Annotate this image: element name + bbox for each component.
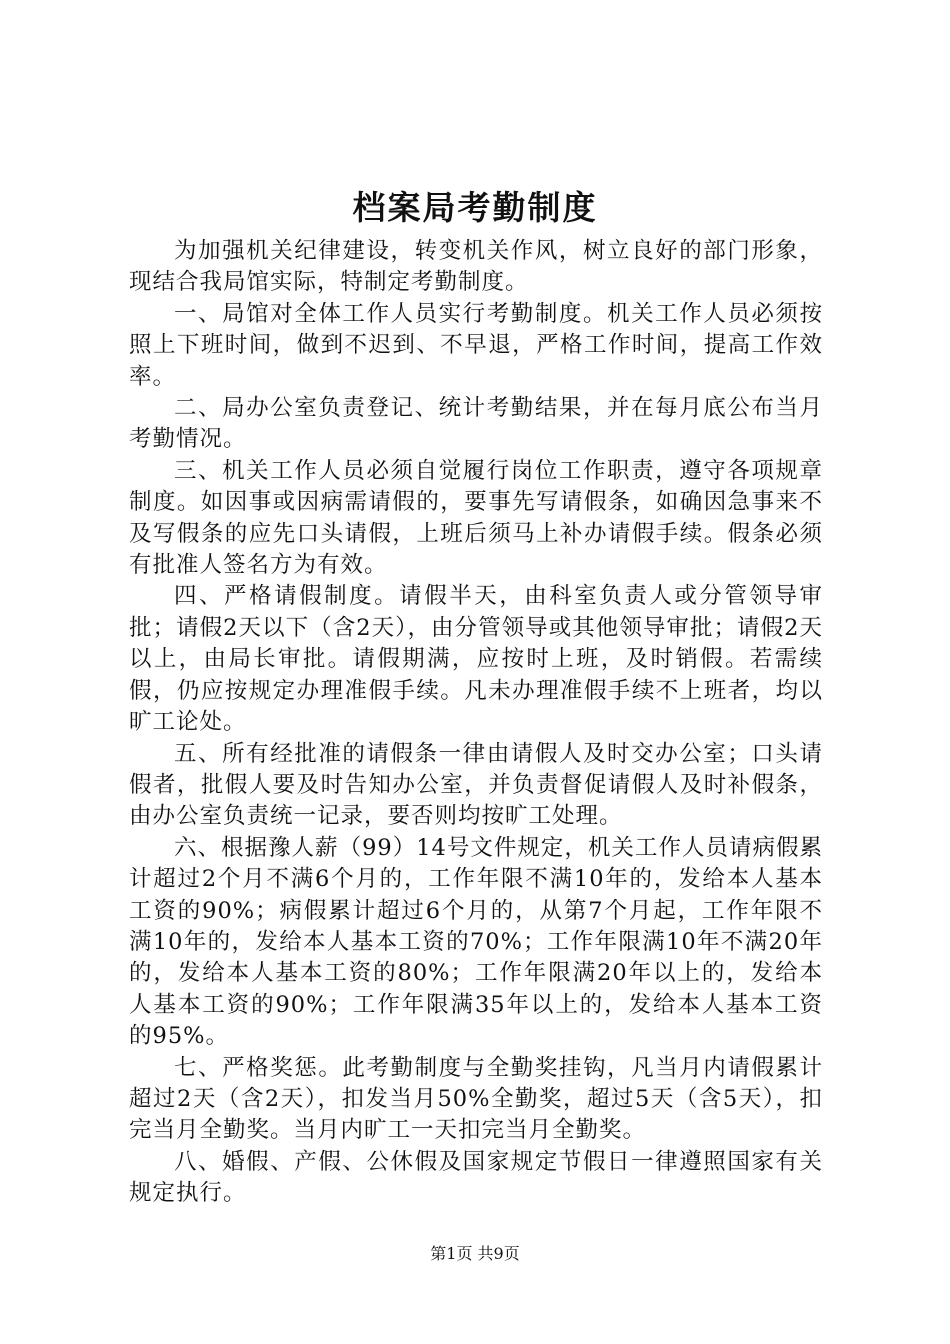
page-number-footer: 第1页 共9页 (430, 1244, 520, 1263)
paragraph-rule-2: 二、局办公室负责登记、统计考勤结果，并在每月底公布当月考勤情况。 (129, 395, 823, 453)
paragraph-rule-5: 五、所有经批准的请假条一律由请假人及时交办公室；口头请假者，批假人要及时告知办公室，并负责督促请假人及时补假条，由办公室负责统一记录，要否则均按旷工处理。 (129, 740, 823, 830)
paragraph-rule-7: 七、严格奖惩。此考勤制度与全勤奖挂钩，凡当月内请假累计超过2天（含2天），扣发当月50%全勤奖，超过5天（含5天），扣完当月全勤奖。当月内旷工一天扣完当月全勤奖。 (129, 1054, 823, 1144)
document-body (129, 236, 823, 1210)
paragraph-rule-1: 一、局馆对全体工作人员实行考勤制度。机关工作人员必须按照上下班时间，做到不迟到、不早退，严格工作时间，提高工作效率。 (129, 300, 823, 390)
document-title: 档案局考勤制度 (352, 188, 598, 227)
paragraph-rule-8: 八、婚假、产假、公休假及国家规定节假日一律遵照国家有关规定执行。 (129, 1148, 823, 1207)
paragraph-rule-4: 四、严格请假制度。请假半天，由科室负责人或分管领导审批；请假2天以下（含2天），由分管领导或其他领导审批；请假2天以上，由局长审批。请假期满，应按时上班，及时销假。若需续假，仍应按规定办理准假手续。凡未办理准假手续不上班者，均以旷工论处。 (129, 583, 823, 736)
paragraph-intro: 为加强机关纪律建设，转变机关作风，树立良好的部门形象，现结合我局馆实际，特制定考勤制度。 (129, 238, 823, 296)
paragraph-rule-3: 三、机关工作人员必须自觉履行岗位工作职责，遵守各项规章制度。如因事或因病需请假的，要事先写请假条，如确因急事来不及写假条的应先口头请假，上班后须马上补办请假手续。假条必须有批准人签名方为有效。 (129, 457, 823, 579)
paragraph-rule-6: 六、根据豫人薪（99）14号文件规定，机关工作人员请病假累计超过2个月不满6个月的，工作年限不满10年的，发给本人基本工资的90%；病假累计超过6个月的，从第7个月起，工作年限不满10年的，发给本人基本工资的70%；工作年限满10年不满20年的，发给本人基本工资的80%；工作年限满20年以上的，发给本人基本工资的90%；工作年限满35年以上的，发给本人基本工资的95%。 (129, 834, 823, 1050)
